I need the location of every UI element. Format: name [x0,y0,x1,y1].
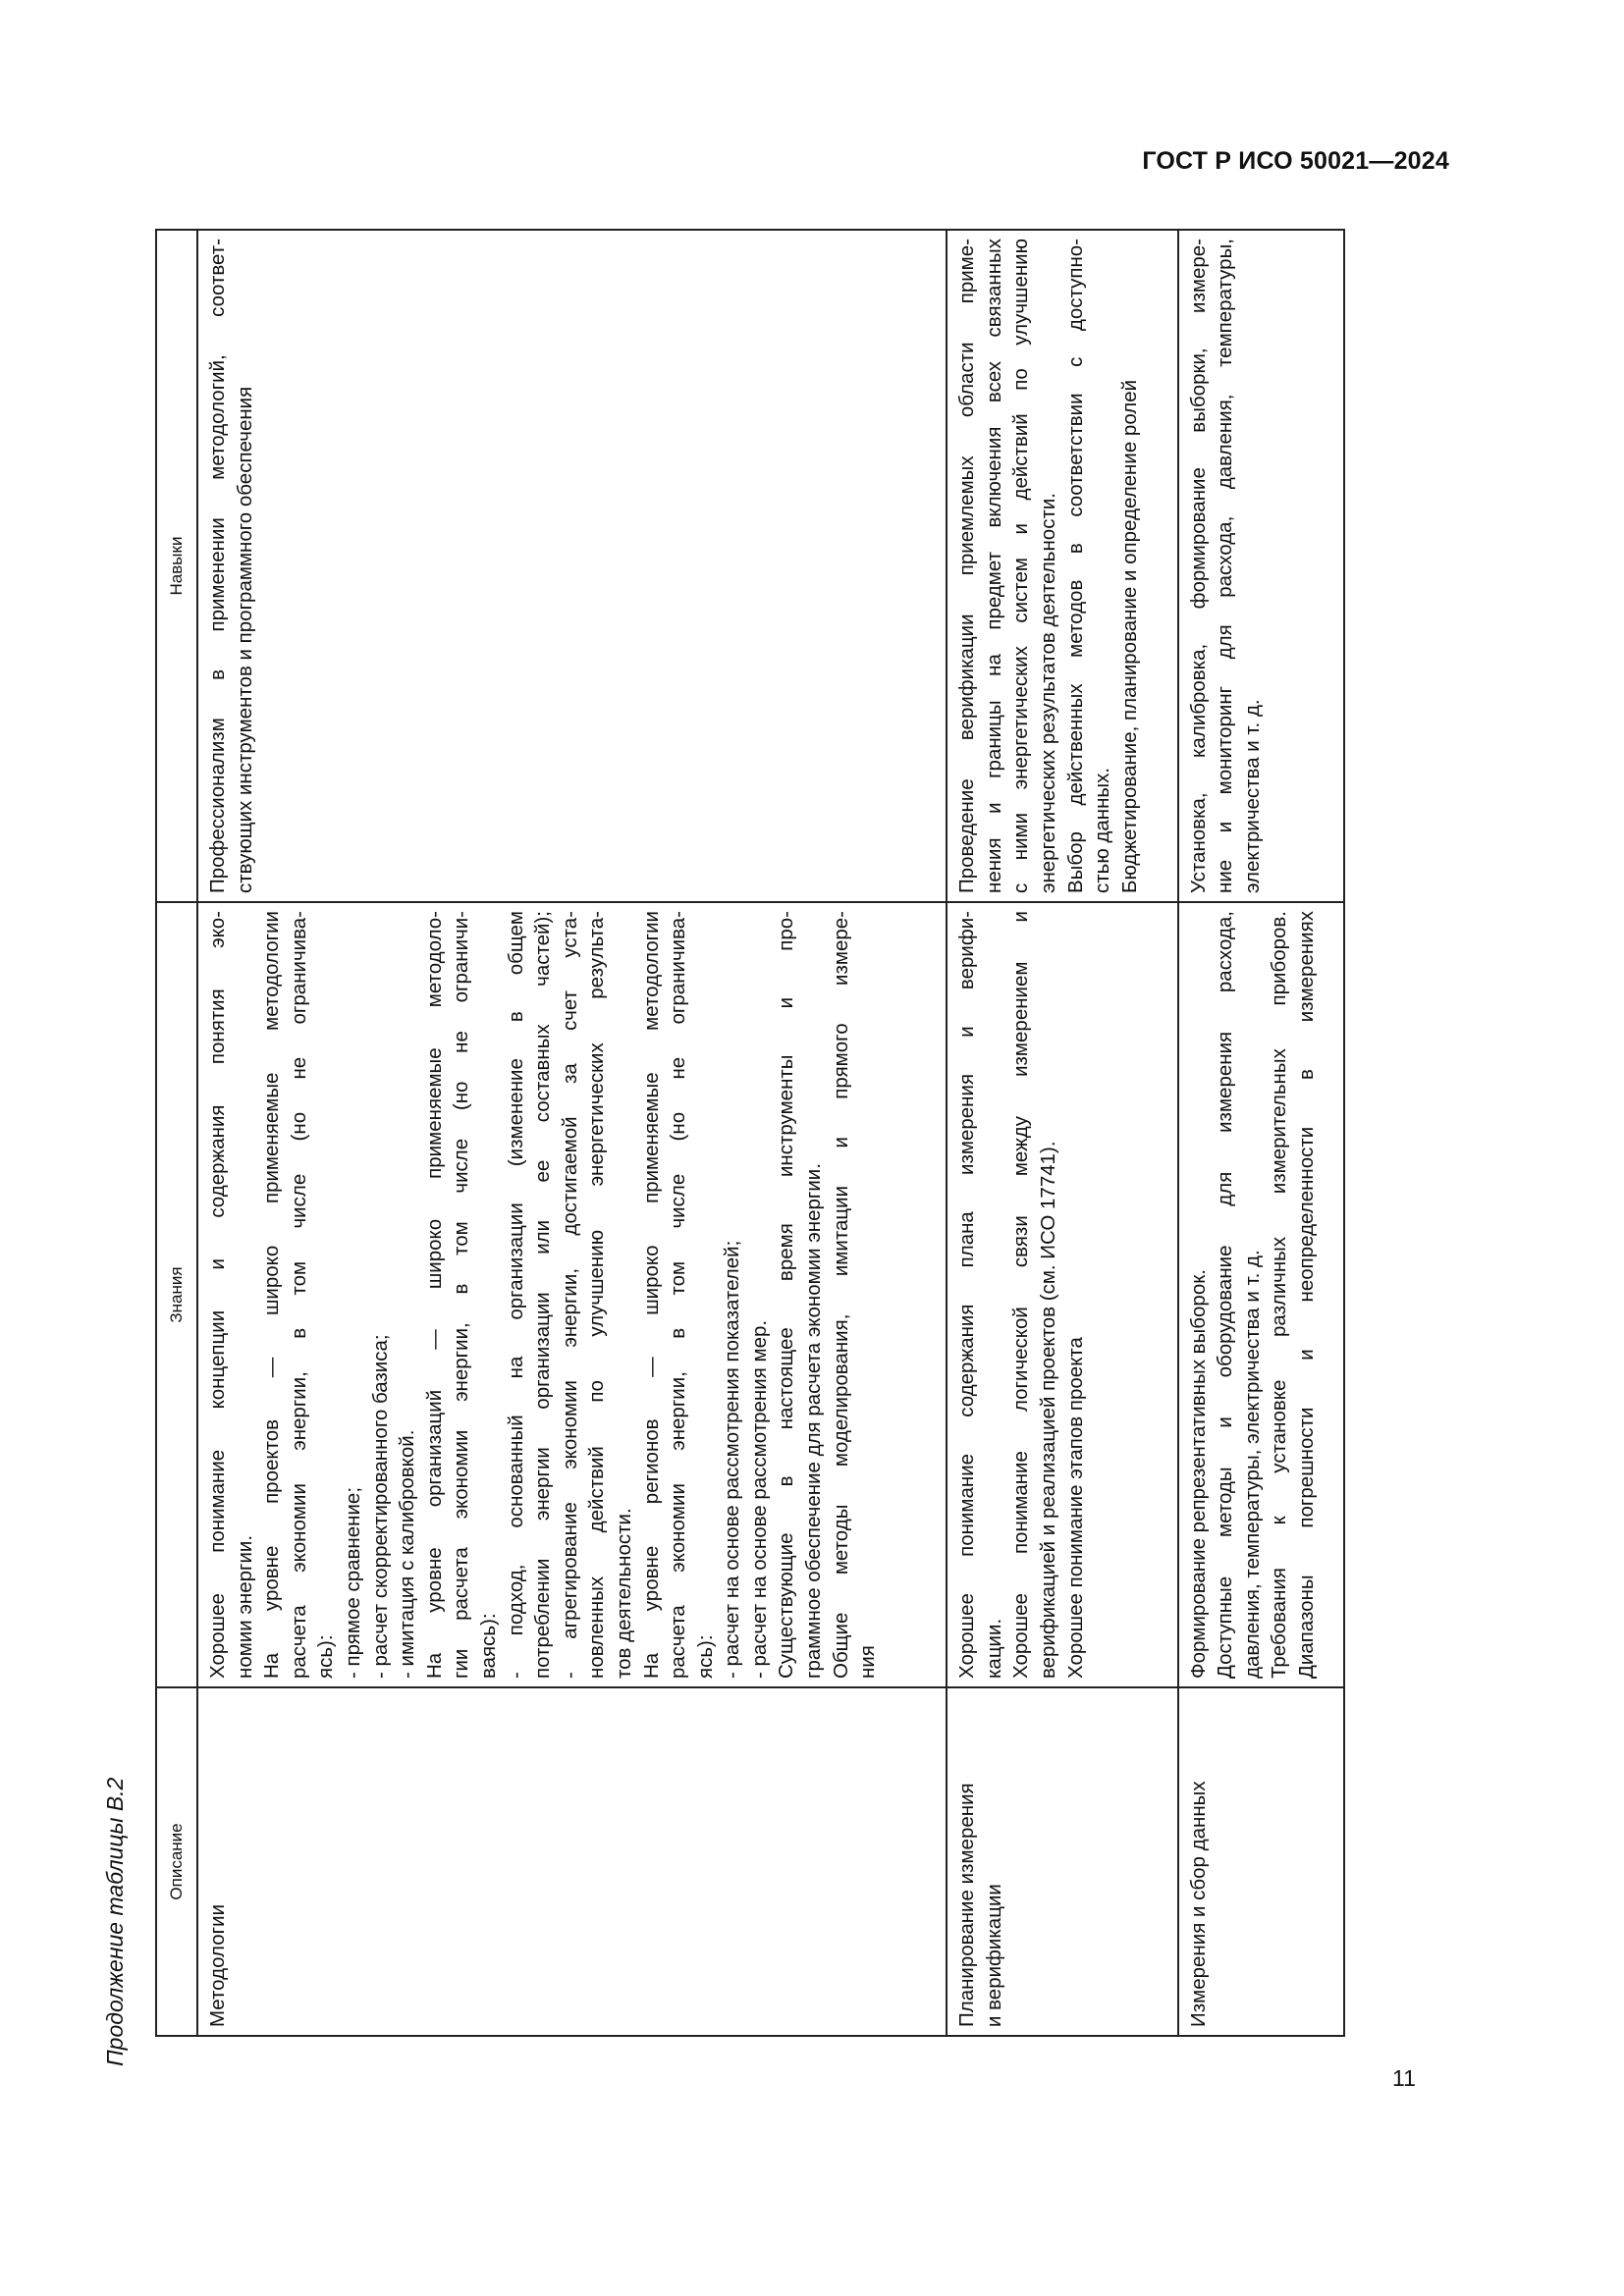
text-line: Диапазоны погрешности и неопределенности в измерениях [1295,911,1319,1679]
text-line: Хорошее понимание концепции и содержания понятия эко- [206,911,229,1679]
description-cell [947,1687,1177,2036]
text-line: - прямое сравнение; [341,1486,364,1679]
text-line: - подход, основанный на организации (изменение в общем [504,911,527,1679]
text-line: - расчет скорректированного базиса; [368,1334,392,1679]
table-header-row [156,230,197,2036]
table-row [947,230,1177,2036]
text-line: энергетических результатов деятельности. [1037,493,1060,893]
text-line: верификацией и реализацией проектов (см. ИСО 17741). [1037,1141,1060,1679]
skills-cell [947,230,1177,902]
text-line: ясь): [314,1634,338,1679]
text-line: ваясь): [476,1613,500,1679]
text-line: ния [856,1645,880,1679]
text-line: и верификации [982,1884,1005,2027]
column-header-description: Описание [156,1687,197,2036]
text-line: Существующие в настоящее время инструменты и про- [775,911,798,1679]
text-line: кации. [982,1618,1005,1679]
text-line: расчета экономии энергии, в том числе (но не ограничива- [667,911,690,1679]
standard-code: ГОСТ Р ИСО 50021—2024 [1142,147,1449,175]
text-line: На уровне регионов — широко применяемые методологии [639,911,663,1679]
text-line: расчета экономии энергии, в том числе (но не ограничива- [287,911,310,1679]
text-line: с ними энергетических систем и действий по улучшению [1009,239,1033,893]
knowledge-cell [1178,902,1344,1687]
column-header-skills: Навыки [156,230,197,902]
text-line: - расчет на основе рассмотрения показателей; [721,1240,744,1679]
text-line: гии расчета экономии энергии, в том числе (но не ограничи- [450,911,473,1679]
text-line: Формирование репрезентативных выборок. [1186,1269,1210,1679]
text-line: ясь): [693,1634,717,1679]
text-line: Хорошее понимание содержания плана измерения и верифи- [955,911,979,1679]
text-line: Выбор действенных методов в соответствии с доступно- [1063,239,1087,893]
text-line: стью данных. [1091,767,1114,893]
text-line: ние и мониторинг для расхода, давления, температуры, [1214,239,1237,893]
table-caption: Продолжение таблицы В.2 [102,1777,128,2066]
text-line: На уровне проектов — широко применяемые методологии [260,911,284,1679]
text-line: На уровне организаций — широко применяемые методоло- [422,911,446,1679]
text-line: граммное обеспечение для расчета экономии энергии. [802,1163,826,1679]
text-line: электричества и т. д. [1240,699,1264,893]
text-line: Хорошее понимание этапов проекта [1063,1337,1087,1679]
skills-cell [1178,230,1344,902]
text-line: Бюджетирование, планирование и определение ролей [1117,379,1141,893]
skills-cell [197,230,947,902]
text-line: нения и границы на предмет включения всех связанных [982,239,1005,893]
table-row [197,230,947,2036]
description-cell [197,1687,947,2036]
text-line: Установка, калибровка, формирование выборки, измере- [1186,239,1210,893]
text-line: Проведение верификации приемлемых области приме- [955,239,979,893]
competence-table [155,229,1345,2037]
knowledge-cell [947,902,1177,1687]
text-line: давления, температуры, электричества и т. д. [1240,1250,1264,1679]
rotated-table-frame [98,231,1350,2066]
text-line: Хорошее понимание логической связи между измерением и [1009,911,1033,1679]
page-number: 11 [1392,2065,1416,2091]
description-cell [1178,1687,1344,2036]
text-line: - расчет на основе рассмотрения мер. [747,1319,771,1679]
text-line: Требования к установке различных измерительных приборов. [1268,911,1291,1679]
text-line: Общие методы моделирования, имитации и прямого измере- [829,911,852,1679]
text-line: номии энергии. [233,1534,256,1679]
text-line: новленных действий по улучшению энергетических результа- [585,911,609,1679]
text-line: Планирование измерения [955,1783,979,2027]
text-line: Методологии [206,1903,229,2027]
column-header-knowledge: Знания [156,902,197,1687]
text-line: тов деятельности. [612,1508,635,1679]
text-line: Измерения и сбор данных [1186,1781,1210,2027]
text-line: ствующих инструментов и программного обеспечения [233,386,256,893]
text-line: - агрегирование экономии энергии, достигаемой за счет уста- [558,911,581,1679]
text-line: Доступные методы и оборудование для измерения расхода, [1214,911,1237,1679]
table-row [1178,230,1344,2036]
text-line: Профессионализм в применении методологий, соответ- [206,239,229,893]
text-line: потреблении энергии организации или ее составных частей); [531,911,555,1679]
knowledge-cell [197,902,947,1687]
text-line: - имитация с калибровкой. [396,1429,419,1679]
